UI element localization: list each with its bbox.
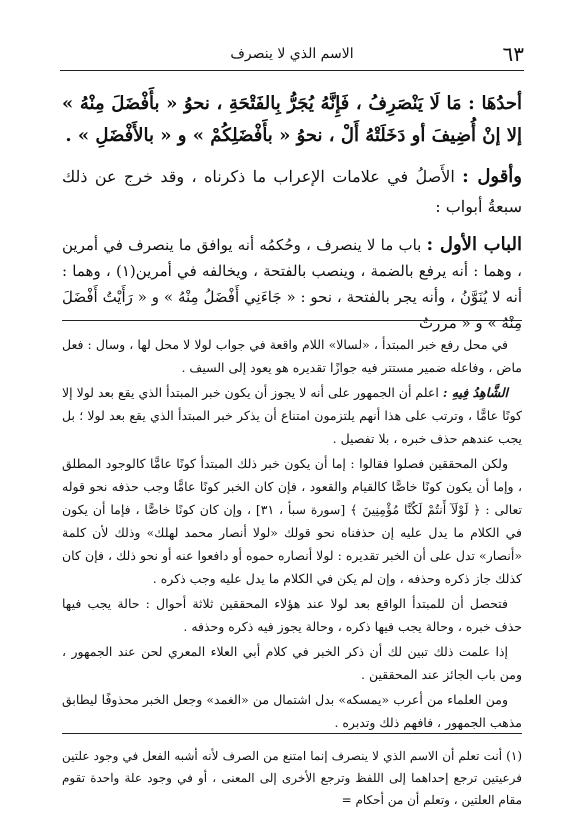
commentary-paragraph <box>62 381 522 450</box>
section-divider <box>62 320 522 321</box>
sharh-intro-paragraph <box>62 162 522 222</box>
main-text <box>62 88 522 336</box>
shahid-text: اعلم أن الجمهور على أنه لا يجوز أن يكون خبر المبتدأ الذي يقع بعد لولا إلا كونًا عامًّا ، وترتب على هذا أنهم يلتزمون امتناع أن يذكر خبر المبتدأ الذي يقع بعد لولا ؛ بل يجب عندهم حذف خبره ، بلا تفصيل . <box>62 385 522 446</box>
matn-paragraph: أحدُهَا : مَا لَا يَنْصَرِفُ ، فَإِنَّهُ يُجَرُّ بِالفَتْحَةِ ، نحوُ « بأَفْضَلَ مِنْهُ » إلا إنْ أُضِيفَ أو دَخَلَتْهُ أَلْ ، نحوُ « بأَفْضَلِكُمْ » و « بالأَفْضَلِ » . <box>62 93 522 146</box>
commentary-paragraph: ولكن المحققين فصلوا فقالوا : إما أن يكون خبر ذلك المبتدأ كونًا عامًّا كالوجود المطلق ، وإما أن يكون كونًا خاصًّا كالقيام والقعود ، فإن كان الخبر كونًا عامًّا وجب حذفه نحو قوله تعالى : ﴿ لَوْلَآ أَنتُمْ لَكُنَّا مُؤْمِنِينَ ﴾ [سورة سبأ ، ٣١] ، وإن كان كونًا خاصًّا ، فإما أن يكون في الكلام ما يدل عليه إن حذفناه نحو قولك «لولا أنصار محمد لهلك» وذلك لأن كلمة «أنصار» تدل على أن الخبر تقديره : لولا أنصاره حموه أو دافعوا عنه أو نحو ذلك ، فإن كان كذلك جاز ذكره وحذفه ، وإن لم يكن في الكلام ما يدل عليه وجب ذكره . <box>62 456 523 586</box>
commentary-block <box>62 333 522 736</box>
commentary-paragraph: فتحصل أن للمبتدأ الواقع بعد لولا عند هؤلاء المحققين ثلاثة أحوال : حالة يجب فيها حذف خبره ، وحالة يجب فيها ذكره ، وحالة يجوز فيه ذكره وحذفه . <box>62 596 522 634</box>
running-title: الاسم الذي لا ينصرف <box>230 46 354 62</box>
commentary-paragraph: إذا علمت ذلك تبين لك أن ذكر الخبر في كلام أبي العلاء المعري لحن عند الجمهور ، ومن باب الجائز عند المحققين . <box>62 644 522 682</box>
page-number: ٦٣ <box>502 42 524 66</box>
chapter-heading: الباب الأول : <box>426 234 523 255</box>
sharh-lead: وأقول : <box>462 166 522 187</box>
footnote-divider <box>62 733 522 734</box>
commentary-paragraph: في محل رفع خبر المبتدأ ، «لسالا» اللام واقعة في جواب لولا لا محل لها ، وسال : فعل ماض ، وفاعله ضمير مستتر فيه جوازًا تقديره هو يعود إلى السيف . <box>62 337 522 375</box>
sharh-intro-text: الأَصلُ في علامات الإعراب ما ذكرناه ، وقد خرج عن ذلك سبعةُ أبواب : <box>62 167 522 216</box>
footnote-block <box>62 745 522 811</box>
chapter-text: باب ما لا ينصرف ، وحُكمُه أنه يوافق ما ينصرف في أمرين ، وهما : أنه يرفع بالضمة ، وينصب بالفتحة ، ويخالفه في أمرين(١) ، وهما : أنه لا يُنَوَّنُ ، وأنه يجر بالفتحة ، نحو : « جَاءَنِي أَفْضَلُ مِنْهُ » و « رَأَيْتُ أَفْضَلَ مِنْهُ » و « مررتُ <box>62 236 522 332</box>
page-header <box>60 40 524 71</box>
shahid-label: الشَّاهِدُ فِيهِ : <box>442 385 508 400</box>
footnote-text: (١) أنت تعلم أن الاسم الذي لا ينصرف إنما امتنع من الصرف لأنه أشبه الفعل في وجود علتين فرعيتين ترجع إحداهما إلى اللفظ وترجع الأخرى إلى المعنى ، أو في وجود علة واحدة تقوم مقام العلتين ، وتعلم أن من أحكام = <box>62 749 522 807</box>
commentary-paragraph: ومن العلماء من أعرب «يمسكه» بدل اشتمال من «الغمد» وجعل الخبر محذوفًا ليطابق مذهب الجمهور ، فافهم ذلك وتدبره . <box>62 692 522 730</box>
